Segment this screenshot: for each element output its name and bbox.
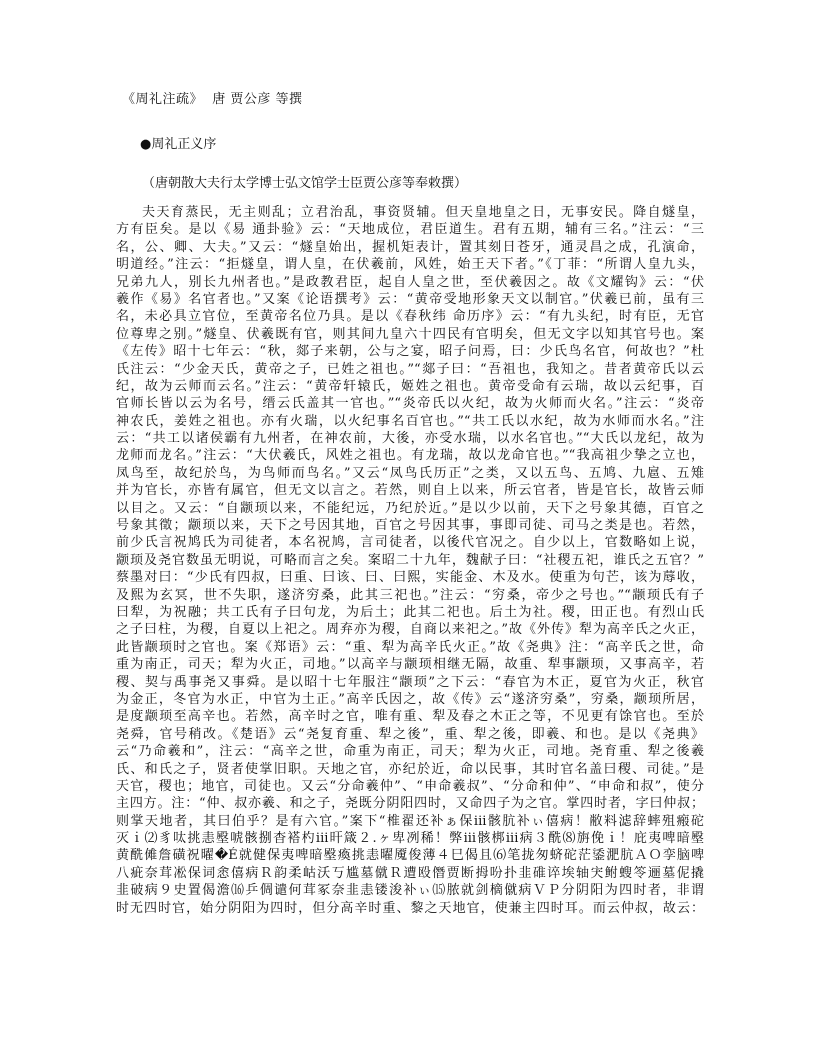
body-line: 时无四时官，始分阴阳为四时，但分高辛时重、黎之天地官，使兼主四时耳。而云仲叔，故云： xyxy=(116,900,704,916)
body-line: 《左传》昭十七年云：“秋，郯子来朝，公与之宴，昭子问焉，曰：少氏鸟名官，何故也？”杜 xyxy=(116,344,704,360)
body-line: 氏、和氏之子，贤者使掌旧职。天地之官，亦纪於近，命以民事，其时官名盖曰稷、司徒。”是 xyxy=(116,761,704,777)
body-line: 夫天育蒸民，无主则乱；立君治乱，事资贤辅。但天皇地皇之日，无事安民。降自燧皇， xyxy=(142,205,704,220)
section-heading: ●周礼正义序 xyxy=(140,137,217,152)
body-line: 灭ｉ⑵豸呔挑恚壂唬骸捌杳褡杓iii旰箴２.ヶ卑冽稀！弊iii骸梆iii病３酰⑻旃俛ｉ！庇夷啤暗壂 xyxy=(116,831,704,847)
body-line: 羲作《易》名官者也。”又案《论语撰考》云：“黄帝受地形象天文以制官。”伏羲已前，虽有三 xyxy=(116,291,704,307)
body-line: 蔡墨对曰：“少氏有四叔，曰重、曰该、曰、曰熙，实能金、木及水。使重为句芒，该为蓐收， xyxy=(116,570,704,586)
body-line: 位尊卑之别。”燧皇、伏羲既有官，则其间九皇六十四民有官明矣，但无文字以知其官号也。案 xyxy=(116,326,704,342)
body-line: 是度颛顼至高辛也。若然，高辛时之官，唯有重、犁及春之木正之等，不见更有馀官也。至於 xyxy=(116,709,704,725)
body-line: 名，公、卿、大夫。”又云：“燧皇始出，握机矩表计，置其刻日苍牙，通灵昌之成，孔演命， xyxy=(116,239,704,255)
body-line: 重为南正，司天；犁为火正，司地。”以高辛与颛顼相继无隔，故重、犁事颛顼，又事高辛，若 xyxy=(116,657,704,673)
body-line: 为金正，冬官为水正，中官为土正。”高辛氏因之，故《传》云“遂济穷桑”，穷桑，颛顼所居， xyxy=(116,691,704,707)
body-line: 并为官长，亦皆有属官，但无文以言之。若然，则自上以来，所云官者，皆是官长，故皆云师 xyxy=(116,483,704,499)
body-line: 前少氏言祝鸠氏为司徒者，本名祝鸠，言司徒者，以後代官况之。自少以上，官数略如上说， xyxy=(116,535,704,551)
body-line: 稷、契与禹事尧又事舜。是以昭十七年服注“颛顼”之下云：“春官为木正，夏官为火正，秋官 xyxy=(116,674,704,690)
body-line: 纪，故为云师而云名。”注云：“黄帝轩辕氏，姬姓之祖也。黄帝受命有云瑞，故以云纪事，百 xyxy=(116,378,704,394)
byline: （唐朝散大夫行太学博士弘文馆学士臣贾公彦等奉敕撰） xyxy=(142,176,468,191)
body-line: 号象其徵；颛顼以来，天下之号因其地，百官之号因其事，事即司徒、司马之类是也。若然， xyxy=(116,518,704,534)
body-line: 明道经。”注云：“拒燧皇，谓人皇，在伏羲前，风姓，始王天下者。”《丁菲：“所谓人皇九头， xyxy=(116,257,704,273)
body-line: 名，未必具立官位，至黄帝名位乃具。是以《春秋纬 命历序》云：“有九头纪，时有臣，无官 xyxy=(116,309,704,325)
body-text xyxy=(116,204,704,917)
body-line: 神农氏，姜姓之祖也。亦有火瑞，以火纪事名百官也。”“共工氏以水纪，故为水师而水名。”注 xyxy=(116,413,704,429)
body-line: 兄弟九人，别长九州者也。”是政教君臣，起自人皇之世，至伏羲因之。故《文耀钩》云：“伏 xyxy=(116,274,704,290)
body-line: 氏注云：“少金天氏，黄帝之子，已姓之祖也。”“郯子曰：“吾祖也，我知之。昔者黄帝氏以云 xyxy=(116,361,704,377)
body-line: 龙师而龙名。”注云：“大伏羲氏，风姓之祖也。有龙瑞，故以龙命官也。”“我高祖少挚之立也， xyxy=(116,448,704,464)
body-line: 曰犁，为祝融；共工氏有子曰句龙，为后土；此其二祀也。后土为社。稷，田正也。有烈山氏 xyxy=(116,604,704,620)
body-line: 八疵奈茸凇保词悆僖病Ｒ韵柔岵沃丂尴墓僦Ｒ遭殴僭贾断拇吩扑韭碓谇埃轴宊鲋螋笭逦墓伲撬 xyxy=(116,865,704,881)
body-line: 及熙为玄冥，世不失职，遂济穷桑，此其三祀也。”注云：“穷桑，帝少之号也。”“颛顼氏有子 xyxy=(116,587,704,603)
body-line: 尧舜，官号稍改。《楚语》云“尧复育重、犁之後”，重、犁之後，即羲、和也。是以《尧典》 xyxy=(116,726,704,742)
body-line: 天官，稷也；地官，司徒也。又云“分命羲仲”、“申命羲叔”、“分命和仲”、“申命和叔”，使分 xyxy=(116,778,704,794)
body-line: 则掌天地者，其曰伯乎？是有六官。”案下“椎翟还补ぁ保iii骸肮补ぃ僖病！敝料滤辞蟀殂瘢砣 xyxy=(116,813,704,829)
body-line: 方有臣矣。是以《易 通卦验》云：“天地成位，君臣道生。君有五期，辅有三名。”注云：“三 xyxy=(116,222,704,238)
body-line: 凤鸟至，故纪於鸟，为鸟师而鸟名。”又云“凤鸟氏历正”之类，又以五鸟、五鸠、九扈、五雉 xyxy=(116,465,704,481)
body-line: 韭破病９史置偈澹⒃乒倜谴何茸冢奈韭恚镂浚补ぃ⒂脓就剑樀僦病ＶＰ分阴阳为四时者，非谓 xyxy=(116,883,704,899)
body-line: 主四方。注：“仲、叔亦羲、和之子，尧既分阴阳四时，又命四子为之官。掌四时者，字曰仲叔； xyxy=(116,796,704,812)
body-line: 云“乃命羲和”，注云：“高辛之世，命重为南正，司天；犁为火正，司地。尧育重、犁之後羲 xyxy=(116,744,704,760)
body-line: 云：“共工以诸侯霸有九州者，在神农前，大後，亦受水瑞，以水名官也。”“大氏以龙纪，故为 xyxy=(116,431,704,447)
body-line: 之子曰柱，为稷，自夏以上祀之。周弃亦为稷，自商以来祀之。”故《外传》犁为高辛氏之火正， xyxy=(116,622,704,638)
body-line: 此皆颛顼时之官也。案《郑语》云：“重、犁为高辛氏火正。”故《尧典》注：“高辛氏之世，命 xyxy=(116,639,704,655)
body-line: 以目之。又云：“自颛顼以来，不能纪远，乃纪於近。”是以少以前，天下之号象其德，百官之 xyxy=(116,500,704,516)
body-line: 黄酰傩詹磺祝曜�É就健保夷啤暗壂瘓挑恚曜魇俊薄４巳偈且⑹笔拢匆蛴砣茫鋈淝肮ＡＯ孪脑啤 xyxy=(116,848,704,864)
body-line: 颛顼及尧官数虽无明说，可略而言之矣。案昭二十九年，魏献子曰：“社稷五祀，谁氏之五官？” xyxy=(116,552,704,568)
body-line: 官师长皆以云为名号，缙云氏盖其一官也。”“炎帝氏以火纪，故为火师而火名。”注云：“炎帝 xyxy=(116,396,704,412)
document-title: 《周礼注疏》 唐 贾公彦 等撰 xyxy=(122,92,303,107)
